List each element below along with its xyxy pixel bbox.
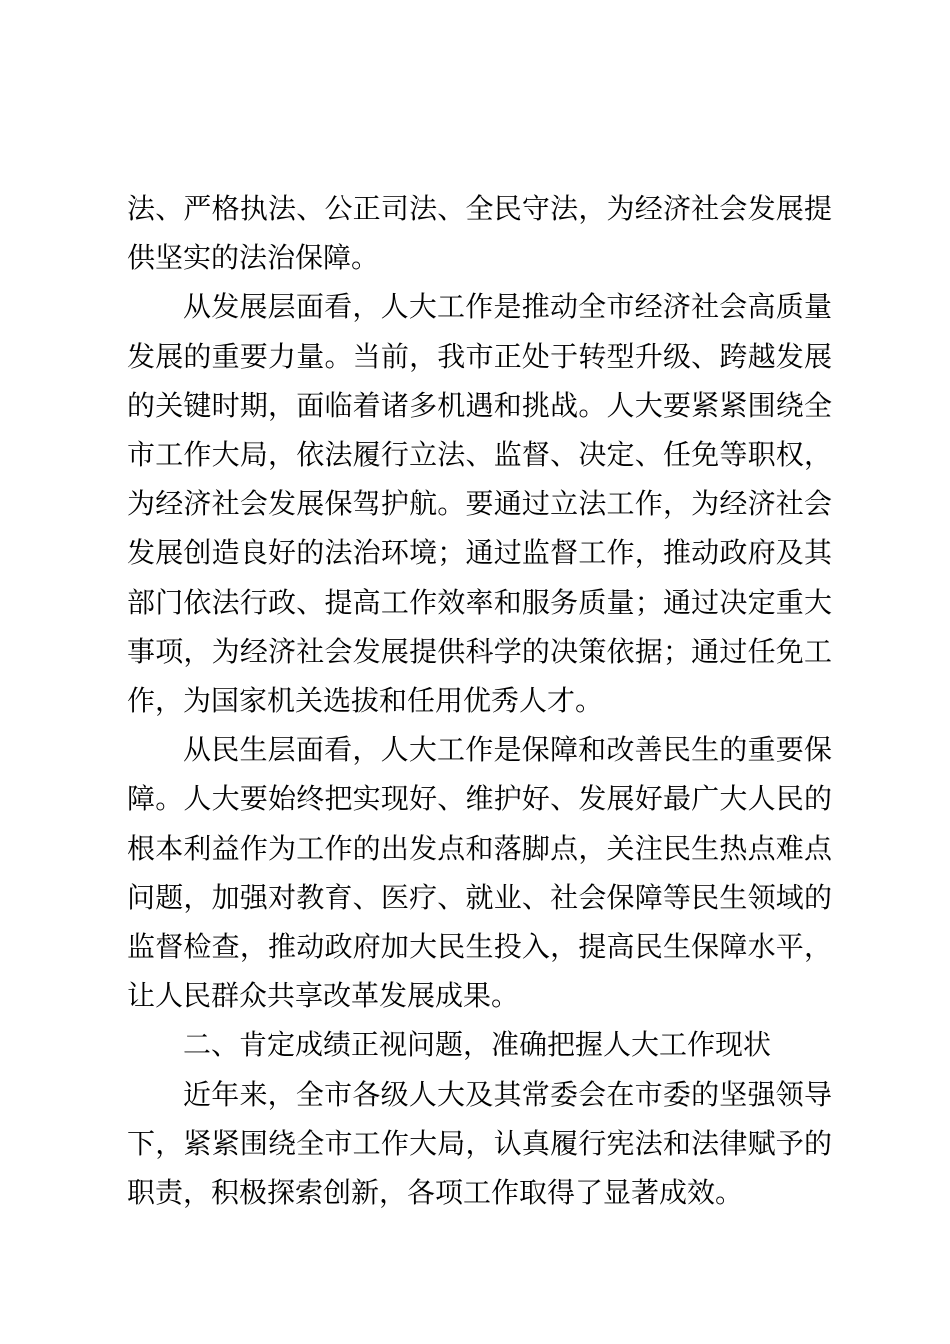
paragraph-development: 从发展层面看，人大工作是推动全市经济社会高质量发展的重要力量。当前，我市正处于转型升级、跨越发展的关键时期，面临着诸多机遇和挑战。人大要紧紧围绕全市工作大局，依法履行立法、监督、决定、任免等职权，为经济社会发展保驾护航。要通过立法工作，为经济社会发展创造良好的法治环境；通过监督工作，推动政府及其部门依法行政、提高工作效率和服务质量；通过决定重大事项，为经济社会发展提供科学的决策依据；通过任免工作，为国家机关选拔和任用优秀人才。 [127,290,832,718]
paragraph-continuation: 法、严格执法、公正司法、全民守法，为经济社会发展提供坚实的法治保障。 [127,192,832,275]
paragraph-recent-years: 近年来，全市各级人大及其常委会在市委的坚强领导下，紧紧围绕全市工作大局，认真履行宪法和法律赋予的职责，积极探索创新，各项工作取得了显著成效。 [127,1077,832,1210]
section-heading: 二、肯定成绩正视问题，准确把握人大工作现状 [183,1028,772,1062]
paragraph-livelihood: 从民生层面看，人大工作是保障和改善民生的重要保障。人大要始终把实现好、维护好、发展好最广大人民的根本利益作为工作的出发点和落脚点，关注民生热点难点问题，加强对教育、医疗、就业、社会保障等民生领域的监督检查，推动政府加大民生投入，提高民生保障水平，让人民群众共享改革发展成果。 [127,733,832,1013]
document-page [127,184,832,1217]
